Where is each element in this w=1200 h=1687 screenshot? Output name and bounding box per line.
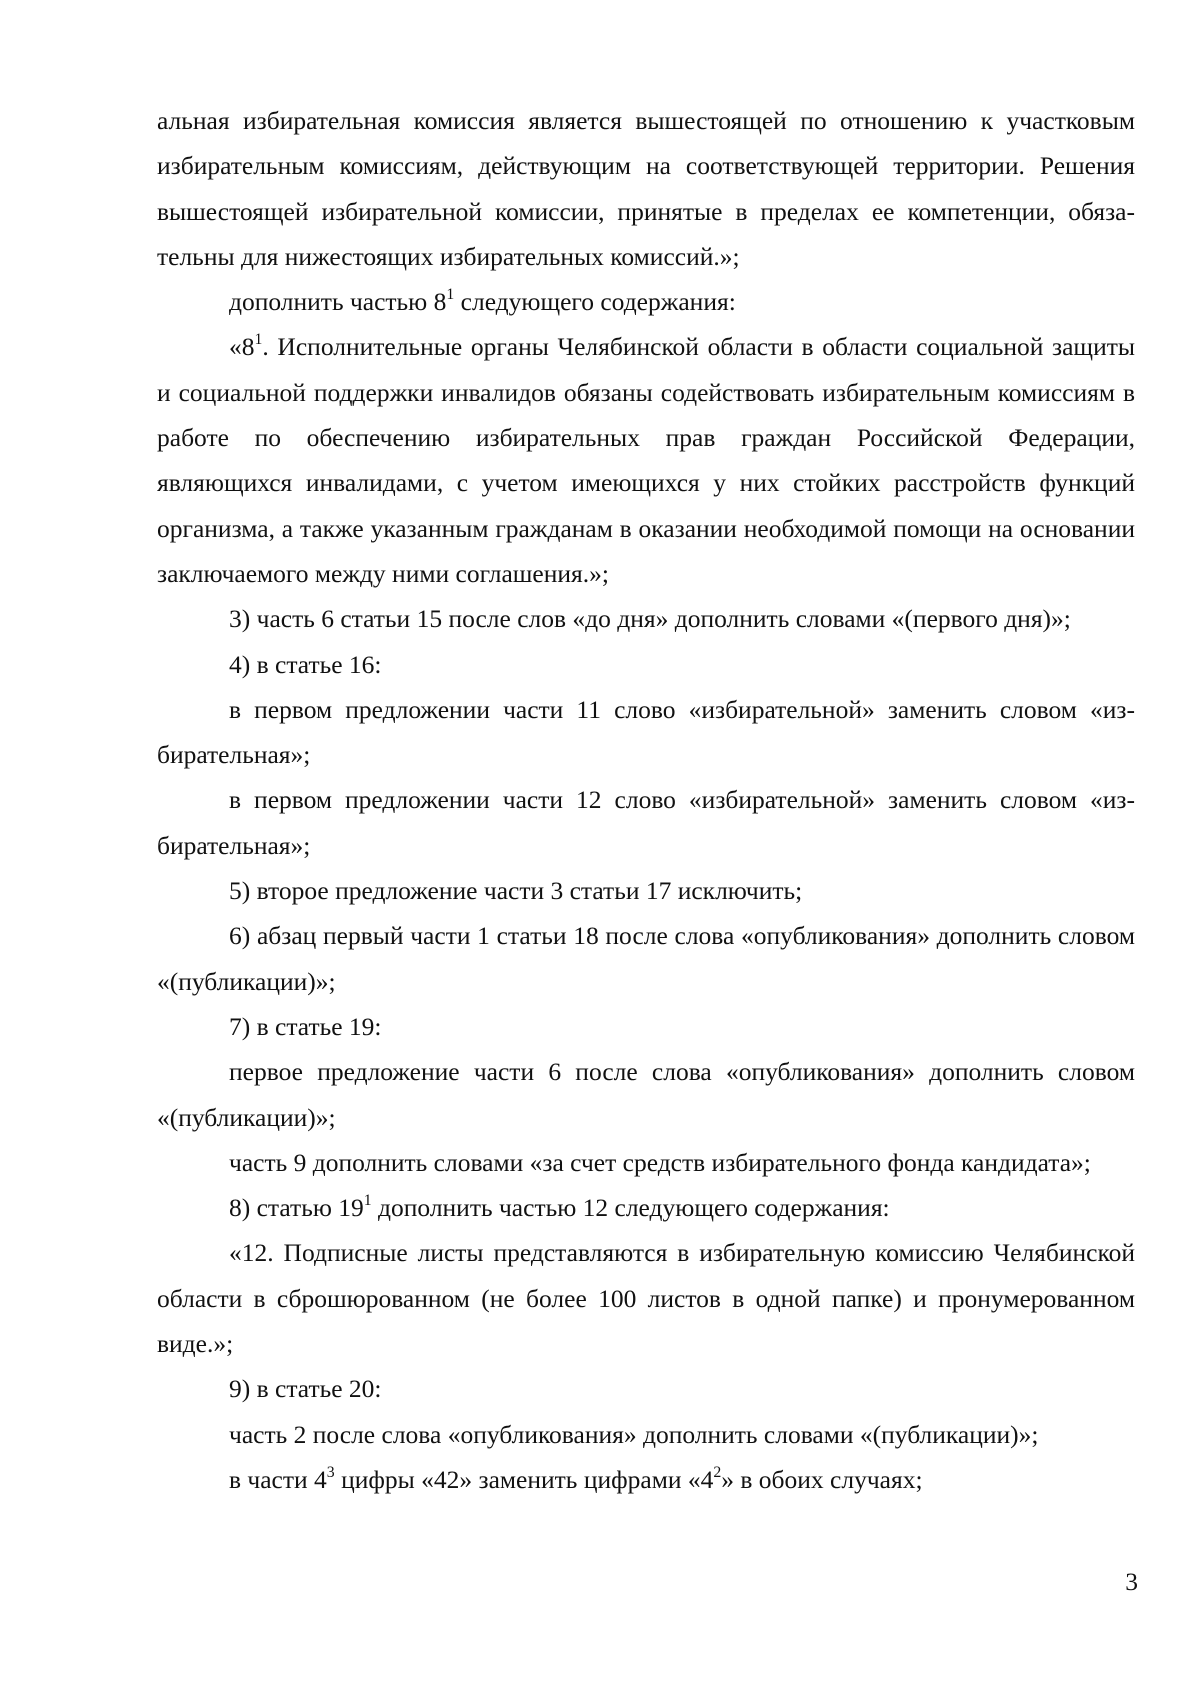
- superscript: 2: [713, 1463, 722, 1481]
- superscript: 1: [446, 285, 455, 303]
- page-number: 3: [1125, 1567, 1138, 1596]
- paragraph: часть 2 после слова «опубликования» дополнить словами «(публикации)»;: [229, 1419, 1039, 1449]
- paragraph: часть 9 дополнить словами «за счет средств избирательного фонда кандидата»;: [229, 1147, 1091, 1177]
- paragraph: дополнить частью $8^1$ следующего содержания:: [229, 285, 736, 317]
- paragraph: 8) статью $19^1$ дополнить частью 12 следующего содержания:: [229, 1191, 890, 1223]
- paragraph: в первом предложении части 12 слово «избирательной» заменить словом «избирательная»;: [157, 785, 1135, 860]
- paragraph: «$8^1$. Исполнительные органы Челябинской области в области социальной защиты и социальной поддержки инвалидов обязаны содействовать избирательным комиссиям в работе по обеспечению избирательных прав граждан Российской Федерации, являющихся инвалидами, с учетом имеющихся у них стойких расстройств функций организма, а также указанным гражданам в оказании необходимой помощи на основании заключаемого между ними соглашения.»;: [157, 331, 1135, 588]
- paragraph: «12. Подписные листы представляются в избирательную комиссию Челябинской области в сброшюрованном (не более 100 листов в одной папке) и пронумерованном виде.»;: [157, 1238, 1135, 1359]
- paragraph: 9) в статье 20:: [229, 1374, 382, 1404]
- paragraph: первое предложение части 6 после слова «опубликования» дополнить словом «(публикации)»;: [157, 1057, 1135, 1132]
- paragraph: 6) абзац первый части 1 статьи 18 после слова «опубликования» дополнить словом «(публикации)»;: [157, 921, 1135, 996]
- document-body: [157, 98, 1135, 1502]
- paragraph: 4) в статье 16:: [229, 649, 382, 679]
- paragraph: 7) в статье 19:: [229, 1011, 382, 1041]
- paragraph: в первом предложении части 11 слово «избирательной» заменить словом «избирательная»;: [157, 694, 1135, 770]
- paragraph: 3) часть 6 статьи 15 после слов «до дня» дополнить словами «(первого дня)»;: [229, 604, 1071, 634]
- paragraph: в части $4^3$ цифры «42» заменить цифрами «$4^2$» в обоих случаях;: [229, 1463, 923, 1494]
- superscript: 3: [326, 1463, 335, 1481]
- superscript: 1: [363, 1191, 372, 1209]
- superscript: 1: [254, 331, 263, 349]
- paragraph: 5) второе предложение части 3 статьи 17 исключить;: [229, 876, 803, 906]
- paragraph: альная избирательная комиссия является вышестоящей по отношению к участковым избирательным комиссиям, действующим на соответствующей территории. Решения вышестоящей избирательной комиссии, принятые в пределах ее компетенции, обязательны для нижестоящих избирательных комиссий.»;: [157, 106, 1135, 271]
